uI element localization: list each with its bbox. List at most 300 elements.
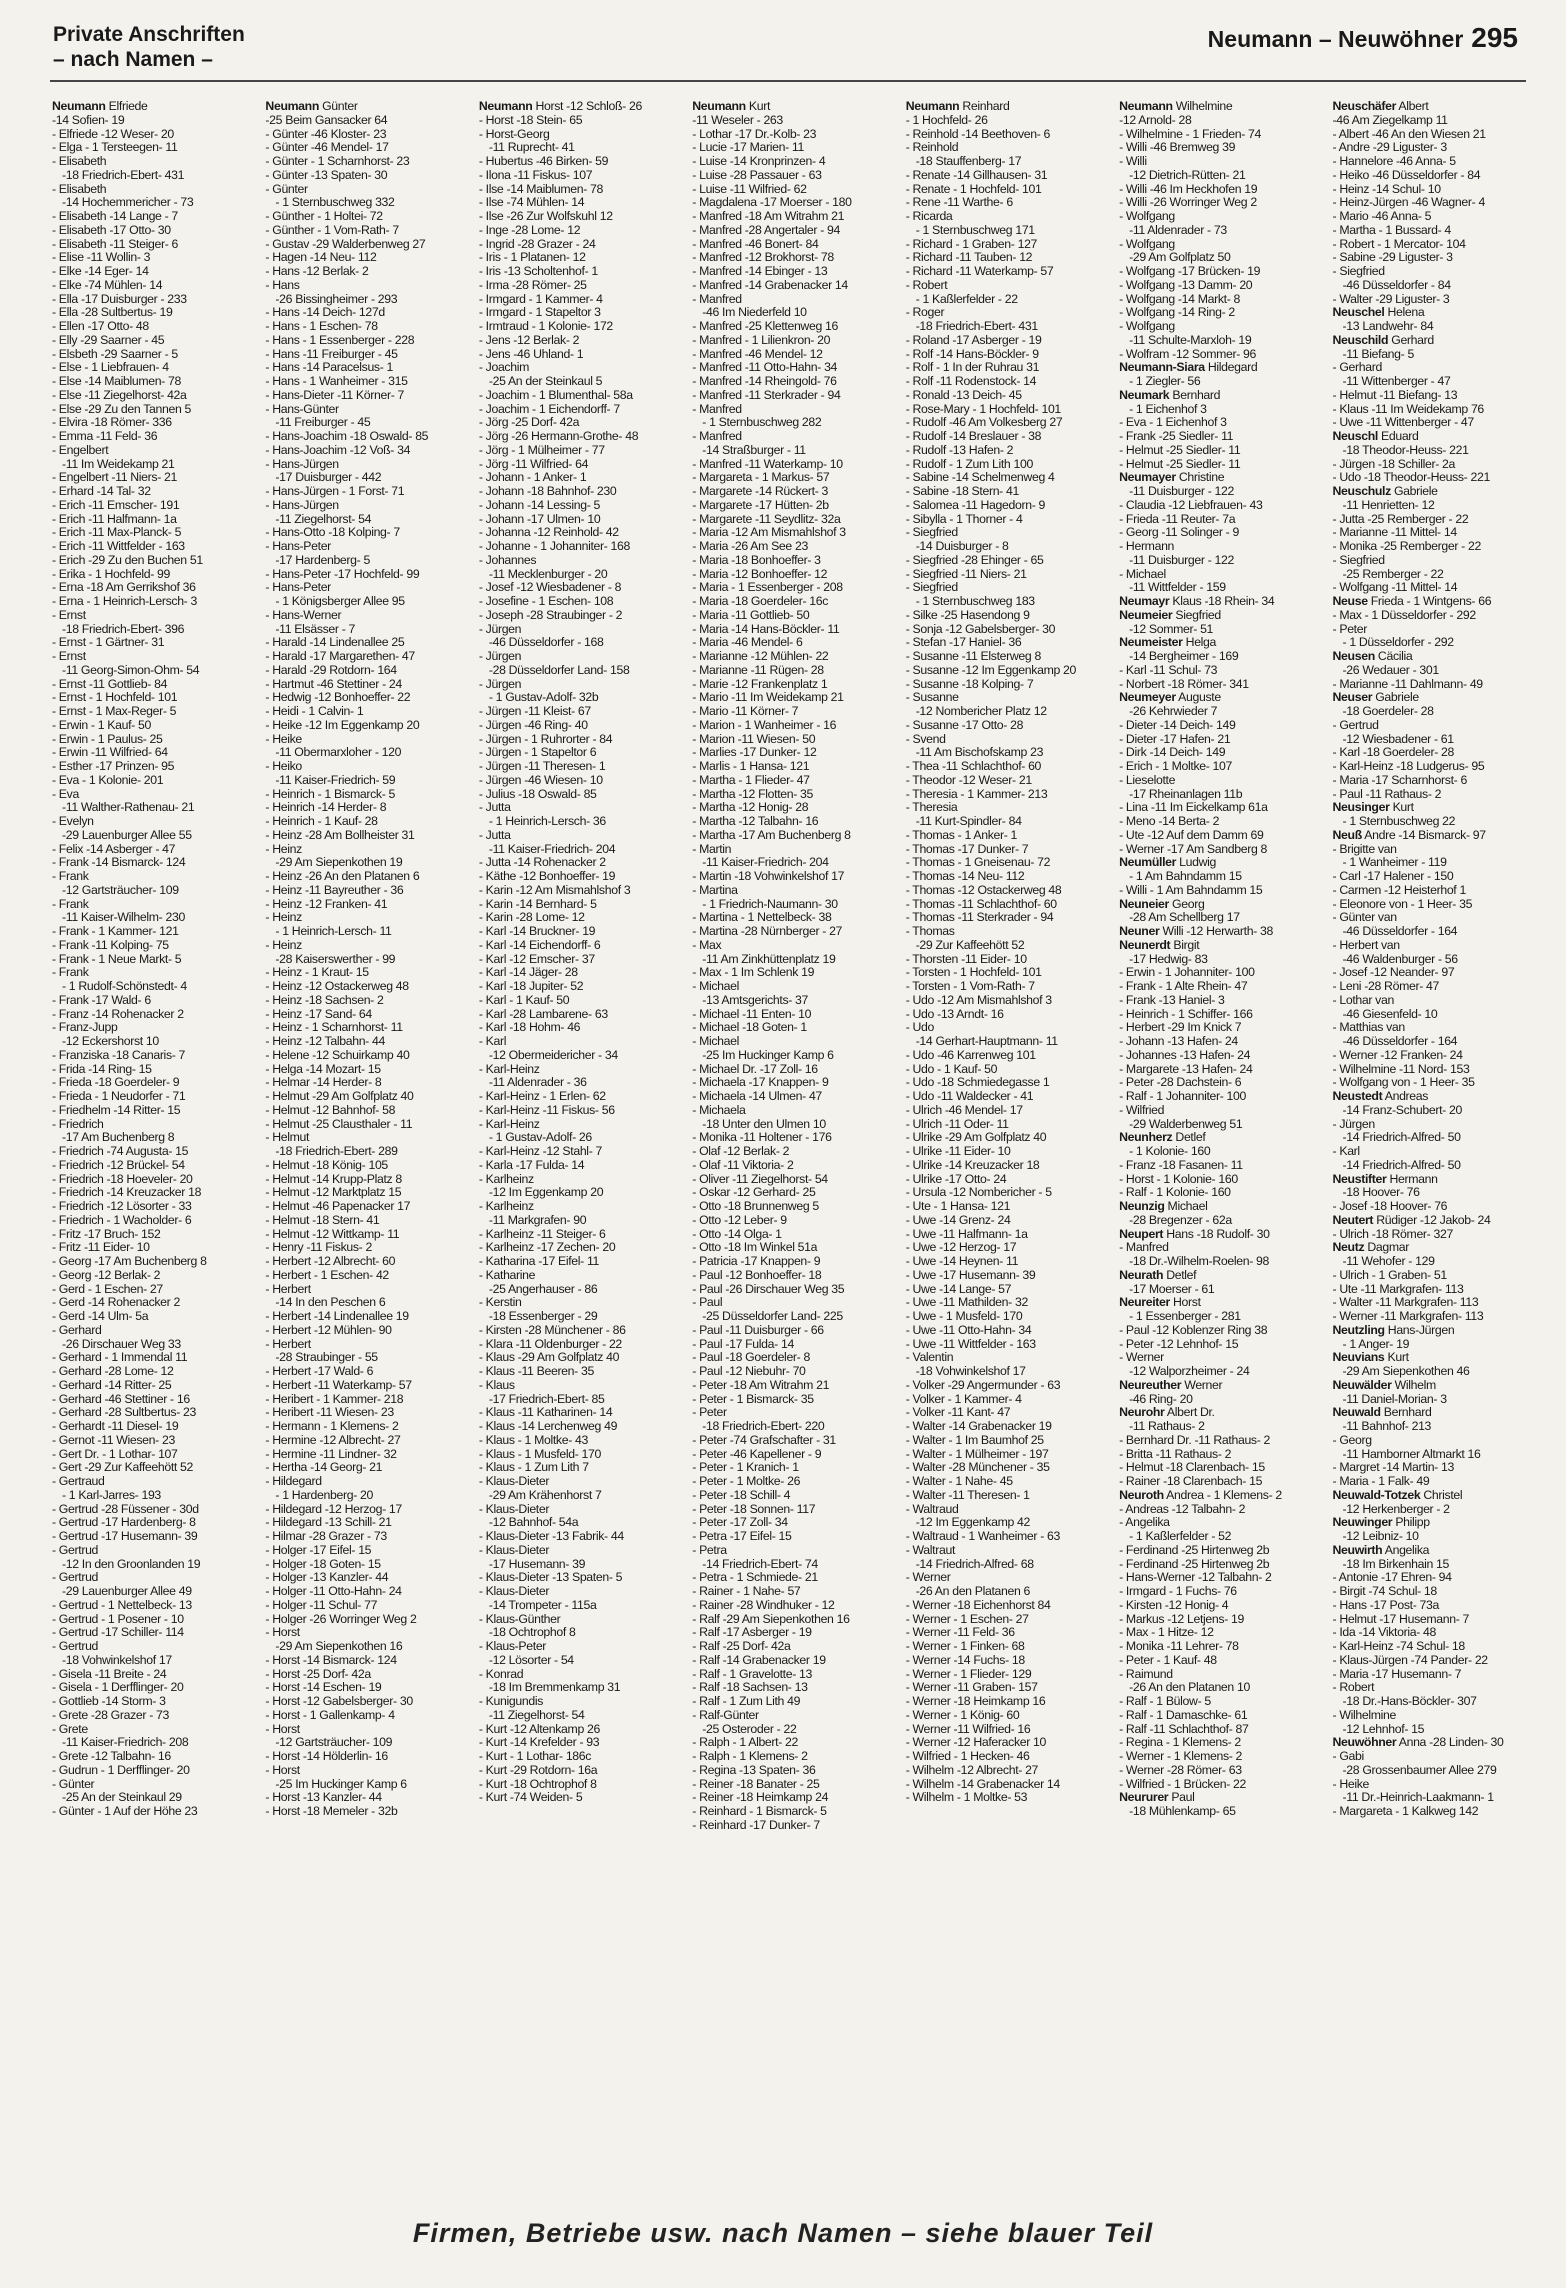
listing-entry: - Frank [52, 966, 89, 980]
listing-entry [1333, 1214, 1532, 1228]
listing-entry: - Jürgen -46 Wiesen- 10 [478, 773, 603, 787]
listing-entry: - Maria - 1 Essenberger - 208 [692, 581, 843, 595]
listing-entry: - Thomas - 1 Anker- 1 [905, 828, 1018, 842]
surname-heading: Neuse [1332, 595, 1368, 608]
surname-heading: Neumann [1119, 100, 1173, 113]
listing-entry: -11 Freiburger - 45 [275, 416, 371, 430]
listing-entry: - Petra -17 Eifel- 15 [692, 1530, 792, 1543]
listing-entry: - Kerstin [478, 1296, 522, 1310]
surname-heading: Neuschäfer [1332, 100, 1397, 113]
listing-entry: -11 Ruprecht- 41 [488, 141, 575, 155]
listing-entry: - Holger -26 Worringer Weg 2 [265, 1612, 417, 1626]
listing-entry: - Rudolf -14 Breslauer - 38 [905, 430, 1042, 443]
listing-entry: - Klaus -11 Im Weidekamp 76 [1332, 402, 1484, 416]
listing-entry: - Horst -14 Hölderlin- 16 [265, 1750, 388, 1763]
listing-entry: - Helmut [265, 1131, 310, 1145]
surname-heading: Neuwald [1332, 1406, 1381, 1420]
surname-heading: Neumark [1119, 388, 1170, 402]
listing-entry: - Karl -18 Goerdeler- 28 [1332, 746, 1454, 760]
listing-entry: -11 Obermarxloher - 120 [275, 746, 402, 760]
listing-entry: - Wilhelmine [1332, 1708, 1396, 1722]
listing-entry: - Peter -18 Am Witrahm 21 [692, 1378, 830, 1392]
listing-entry: -14 Friedrich-Ebert- 74 [702, 1557, 818, 1571]
listing-entry: -18 Theodor-Heuss- 221 [1342, 443, 1469, 457]
listing-entry: - Siegfried -11 Niers- 21 [905, 567, 1027, 581]
listing-column-5 [906, 100, 1105, 2215]
listing-entry: - Günter -46 Mendel- 17 [265, 141, 389, 155]
listing-entry: - Manfred - 1 Lilienkron- 20 [692, 333, 831, 347]
listing-entry: -18 Friedrich-Ebert- 220 [702, 1420, 825, 1433]
listing-entry: - Paul -12 Koblenzer Ring 38 [1119, 1323, 1268, 1337]
entry-text: Michael [1164, 1200, 1208, 1213]
listing-entry: - Kunigundis [478, 1695, 544, 1708]
listing-entry: - Sonja -12 Gabelsberger- 30 [905, 622, 1056, 636]
surname-heading: Neunzig [1119, 1200, 1165, 1213]
entry-text: Wilhelmine [1172, 100, 1233, 113]
listing-entry: - Johann -17 Ulmen- 10 [478, 512, 601, 526]
listing-entry [1333, 1544, 1532, 1558]
listing-entry: - Herbert -12 Albrecht- 60 [265, 1255, 396, 1268]
entry-text: Frieda - 1 Wintgens- 66 [1367, 595, 1492, 608]
listing-entry: - Peter -12 Lehnhof- 15 [1119, 1337, 1239, 1351]
listing-entry: -18 Essenberger - 29 [488, 1310, 598, 1323]
listing-entry: - Gerhard -46 Stettiner - 16 [52, 1392, 190, 1406]
listing-entry: - Walter -11 Theresen- 1 [905, 1488, 1030, 1502]
listing-entry: - Dieter -14 Deich- 149 [1119, 718, 1236, 732]
listing-entry: - Sibylla - 1 Thorner - 4 [905, 512, 1023, 526]
listing-entry: -25 Angerhauser - 86 [488, 1282, 598, 1296]
listing-entry: - Günther - 1 Vom-Rath- 7 [265, 223, 399, 237]
listing-entry: - Karlheinz -17 Zechen- 20 [478, 1241, 616, 1255]
listing-entry [1333, 1173, 1532, 1187]
listing-entry: - 1 Sternbuschweg 282 [702, 416, 822, 430]
listing-entry: - Ernst - 1 Gärtner- 31 [52, 636, 165, 650]
listing-entry: - Peter -46 Kapellener - 9 [692, 1447, 822, 1461]
listing-entry: - Frank -17 Wald- 6 [52, 993, 151, 1007]
listing-entry [1333, 1379, 1532, 1393]
listing-entry: - Erich -11 Halfmann- 1a [52, 512, 177, 526]
listing-entry: - Lothar -17 Dr.-Kolb- 23 [692, 127, 817, 141]
listing-entry: -26 Bissingheimer - 293 [275, 292, 398, 306]
name-range: Neumann – Neuwöhner [1207, 26, 1464, 52]
listing-entry: - Heinz -12 Franken- 41 [265, 897, 388, 911]
listing-entry: - Lieselotte [1119, 773, 1176, 787]
listing-entry: - Gertrud -17 Husemann- 39 [52, 1530, 198, 1543]
listing-entry: -11 Aldenrader - 36 [488, 1076, 587, 1090]
listing-entry: - Raimund [1119, 1667, 1173, 1681]
listing-entry: - Holger -11 Otto-Hahn- 24 [265, 1585, 402, 1598]
listing-entry: - Gerd -14 Rohenacker 2 [52, 1296, 180, 1310]
listing-entry: - Elisabeth -14 Lange - 7 [52, 210, 178, 223]
listing-entry: - Theodor -12 Weser- 21 [905, 773, 1032, 787]
listing-entry: - Peter -17 Zoll- 34 [692, 1516, 788, 1530]
listing-entry: -12 Obermeidericher - 34 [488, 1048, 618, 1062]
listing-entry: - Regina -13 Spaten- 36 [692, 1763, 816, 1777]
listing-entry: - Ralf -14 Grabenacker 19 [692, 1653, 826, 1667]
listing-entry: -11 Mecklenburger - 20 [488, 567, 608, 581]
listing-entry: - Maria -14 Hans-Böckler- 11 [692, 622, 840, 636]
listing-entry: - Ulrike -29 Am Golfplatz 40 [905, 1131, 1047, 1145]
entry-text: Bernhard [1169, 388, 1221, 402]
listing-entry: - Horst -18 Memeler - 32b [265, 1805, 398, 1818]
listing-entry: - Jürgen -18 Schiller- 2a [1332, 457, 1456, 471]
listing-entry: -28 Bregenzer - 62a [1129, 1213, 1232, 1227]
listing-entry: - Siegfried [905, 526, 958, 540]
listing-entry: - Peter - 1 Kranich- 1 [692, 1461, 799, 1475]
entry-text: Gabriele [1372, 691, 1419, 705]
listing-entry: - Monika -11 Holtener - 176 [692, 1131, 832, 1145]
listing-entry: -11 Weseler - 263 [692, 113, 783, 127]
listing-entry: - Maria - 1 Falk- 49 [1332, 1475, 1430, 1488]
listing-entry [479, 100, 678, 114]
listing-entry: - Engelbert [52, 443, 109, 457]
listing-entry: - Karl-Heinz - 1 Erlen- 62 [478, 1090, 606, 1103]
page-number: 295 [1471, 22, 1518, 53]
listing-entry: - Ilse -74 Mühlen- 14 [478, 196, 585, 210]
listing-entry: - Friedrich -74 Augusta- 15 [52, 1145, 189, 1158]
listing-entry: - Hans - 1 Eschen- 78 [265, 320, 378, 333]
listing-entry: -11 Biefang- 5 [1342, 347, 1414, 361]
surname-heading: Neumayr [1119, 595, 1170, 608]
listing-entry: - Georg [1332, 1433, 1372, 1447]
listing-entry: - Michael [1119, 567, 1166, 581]
listing-entry: - Jürgen -11 Kleist- 67 [478, 705, 591, 718]
listing-entry: - Wolfgang -17 Brücken- 19 [1119, 265, 1261, 278]
listing-entry: - Heike [265, 732, 302, 746]
surname-heading: Neumann [692, 100, 746, 113]
entry-text: Willi -12 Herwarth- 38 [1159, 925, 1273, 938]
listing-entry: - Friedrich [52, 1117, 104, 1131]
listing-entry: - Jutta -25 Remberger - 22 [1332, 512, 1469, 526]
listing-entry: - Klaus-Peter [478, 1640, 547, 1653]
listing-entry: - Helmut -18 Clarenbach- 15 [1119, 1461, 1265, 1475]
listing-entry: - Willi -46 Bremweg 39 [1119, 141, 1236, 155]
listing-entry: - Michael [692, 980, 739, 993]
entry-text: Cäcilia [1374, 650, 1413, 663]
listing-entry: - Michael [692, 1035, 739, 1048]
listing-entry: -12 Nombericher Platz 12 [915, 705, 1047, 718]
listing-entry: - Harald -29 Rotdorn- 164 [265, 663, 397, 677]
listing-entry: - Margareta - 1 Kalkweg 142 [1332, 1805, 1479, 1818]
listing-entry: - Johannes -13 Hafen- 24 [1119, 1048, 1251, 1062]
listing-entry: - Elly -29 Saarner - 45 [52, 333, 165, 347]
listing-entry: - Hans-Günter [265, 402, 339, 416]
listing-entry: - Horst -14 Eschen- 19 [265, 1681, 382, 1695]
listing-entry: - Karl -28 Lambarene- 63 [478, 1007, 608, 1021]
listing-entry: - Hans - 1 Wanheimer - 315 [265, 375, 408, 388]
listing-entry: -26 Dirschauer Weg 33 [62, 1337, 181, 1351]
listing-entry: - Johann -18 Bahnhof- 230 [478, 485, 617, 498]
listing-entry [1333, 1406, 1532, 1420]
listing-entry: - Ralf -29 Am Siepenkothen 16 [692, 1612, 850, 1626]
listing-entry: -12 Leibniz- 10 [1342, 1530, 1419, 1543]
listing-entry: - Gertrud -17 Schiller- 114 [52, 1626, 184, 1640]
listing-entry: - Paul -18 Goerdeler- 8 [692, 1351, 810, 1365]
listing-column-3 [479, 100, 678, 2215]
listing-entry: - Hedwig -12 Bonhoeffer- 22 [265, 691, 411, 705]
listing-entry: -11 Kaiser-Friedrich- 59 [275, 773, 396, 787]
listing-entry: -25 An der Steinkaul 5 [488, 375, 603, 388]
listing-entry: - Reiner -18 Banater - 25 [692, 1777, 820, 1791]
listing-entry: - Hans -14 Deich- 127d [265, 306, 385, 320]
listing-entry: - Ulrich -46 Mendel- 17 [905, 1103, 1023, 1117]
listing-entry: - Elke -14 Eger- 14 [52, 265, 149, 278]
listing-entry: - Bernhard Dr. -11 Rathaus- 2 [1119, 1433, 1271, 1447]
listing-entry: - Irmtraud - 1 Kolonie- 172 [478, 320, 613, 333]
entry-text: Horst -12 Schloß- 26 [532, 100, 642, 113]
listing-entry [1119, 1296, 1318, 1310]
listing-entry: - Günter van [1332, 911, 1397, 925]
entry-text: Rüdiger -12 Jakob- 24 [1373, 1213, 1491, 1227]
listing-entry: - Maria -17 Husemann- 7 [1332, 1667, 1462, 1681]
listing-entry: - Ralf -18 Sachsen- 13 [692, 1681, 808, 1695]
listing-entry: - Horst - 1 Kolonie- 160 [1119, 1172, 1238, 1186]
listing-entry: - Grete -28 Grazer - 73 [52, 1708, 170, 1722]
listing-entry: - Paul -17 Fulda- 14 [692, 1337, 794, 1351]
listing-entry: -11 Walther-Rathenau- 21 [62, 801, 195, 815]
listing-column-6 [1119, 100, 1318, 2215]
listing-entry: - Heinrich - 1 Bismarck- 5 [265, 787, 396, 801]
entry-text: Helga [1182, 636, 1217, 650]
entry-text: Philipp [1392, 1516, 1430, 1530]
listing-entry: - Georg -17 Am Buchenberg 8 [52, 1255, 207, 1268]
listing-entry: - Heidi - 1 Calvin- 1 [265, 705, 364, 718]
listing-entry: - Renate -14 Gillhausen- 31 [905, 168, 1048, 182]
listing-entry: - Frank - 1 Alte Rhein- 47 [1119, 980, 1248, 993]
listing-entry: - Susanne -18 Kolping- 7 [905, 677, 1034, 691]
listing-entry: - Konrad [478, 1667, 524, 1681]
listing-entry: - Volker -29 Angermunder - 63 [905, 1378, 1061, 1392]
listing-entry: -18 Dr.-Wilhelm-Roelen- 98 [1129, 1255, 1269, 1268]
listing-entry: - Ulrike -11 Eider- 10 [905, 1145, 1011, 1158]
listing-entry: - Elise -11 Wollin- 3 [52, 251, 151, 265]
surname-heading: Neureuther [1119, 1378, 1182, 1392]
listing-entry: - Siegfried [905, 581, 958, 595]
listing-entry: - Kurt -74 Weiden- 5 [478, 1791, 583, 1805]
listing-entry: - Manfred [692, 402, 742, 416]
listing-entry: - Josef -12 Wiesbadener - 8 [478, 581, 622, 595]
listing-entry: - Martha -12 Flotten- 35 [692, 787, 814, 801]
listing-entry: - Maria -18 Bonhoeffer- 3 [692, 553, 821, 567]
listing-entry: - Peter -74 Grafschafter - 31 [692, 1433, 836, 1447]
listing-entry: - Helmut -46 Papenacker 17 [265, 1200, 411, 1213]
listing-entry: - Karl -14 Jäger- 28 [478, 966, 578, 980]
listing-entry: - Luise -14 Kronprinzen- 4 [692, 155, 826, 168]
listing-entry: - 1 Am Bahndamm 15 [1129, 870, 1242, 883]
surname-heading: Neustifter [1332, 1172, 1387, 1186]
listing-entry: - Jörg -25 Dorf- 42a [478, 416, 580, 430]
listing-entry: - Klara -11 Oldenburger - 22 [478, 1337, 622, 1351]
listing-entry: - Irmgard - 1 Fuchs- 76 [1119, 1585, 1237, 1598]
listing-entry: -11 Georg-Simon-Ohm- 54 [62, 663, 200, 677]
listing-entry: - Karl [478, 1035, 507, 1048]
listing-entry: - Hildegard -12 Herzog- 17 [265, 1502, 402, 1516]
listing-entry: - Eva [52, 787, 79, 801]
listing-entry: - Hartmut -46 Stettiner - 24 [265, 677, 402, 691]
listing-entry: - Gerd - 1 Eschen- 27 [52, 1282, 163, 1296]
listing-entry: - Holger -18 Goten- 15 [265, 1557, 381, 1571]
listing-entry: - Gernot -11 Wiesen- 23 [52, 1433, 175, 1447]
listing-entry: - Martina - 1 Nettelbeck- 38 [692, 911, 832, 925]
listing-entry [1119, 925, 1318, 939]
listing-entry: - Roger [905, 306, 945, 320]
listing-entry: - Manfred -14 Rheingold- 76 [692, 375, 837, 388]
listing-entry: - Elisabeth [52, 155, 107, 168]
listing-entry: - Siegfried [1332, 553, 1385, 567]
listing-entry: - Walter -11 Markgrafen- 113 [1332, 1296, 1479, 1310]
listing-entry: - Werner [1119, 1351, 1164, 1365]
listing-entry: - Klaus-Günther [478, 1612, 561, 1626]
listing-entry: - Michael -11 Enten- 10 [692, 1007, 812, 1021]
listing-entry: - Udo -13 Arndt- 16 [905, 1007, 1004, 1021]
surname-heading: Neusen [1332, 650, 1375, 663]
listing-entry: - Ella -28 Sultbertus- 19 [52, 306, 173, 320]
listing-entry: - Heinz [265, 911, 302, 925]
listing-entry: -11 Hamborner Altmarkt 16 [1342, 1447, 1481, 1461]
listing-entry: -29 Am Golfplatz 50 [1129, 251, 1231, 265]
listing-entry: - Lina -11 Im Eickelkamp 61a [1119, 801, 1268, 815]
listing-entry: - 1 Hardenberg- 20 [275, 1488, 374, 1502]
listing-entry: - Heinrich -14 Herder- 8 [265, 801, 387, 815]
listing-entry: - Esther -17 Prinzen- 95 [52, 760, 175, 773]
surname-heading: Neumann [905, 100, 960, 113]
surname-heading: Neunerdt [1119, 938, 1171, 952]
listing-entry: - Rainer -28 Windhuker - 12 [692, 1598, 835, 1612]
listing-entry: -29 Am Siepenkothen 16 [275, 1640, 403, 1653]
listing-entry: -11 Wittfelder - 159 [1129, 581, 1226, 595]
listing-entry: - Karl -18 Hohm- 46 [478, 1021, 581, 1035]
surname-heading: Neuschel [1332, 306, 1385, 320]
listing-entry: - Erich -11 Wittfelder - 163 [52, 540, 185, 553]
listing-entry: - 1 Sternbuschweg 171 [915, 223, 1035, 237]
listing-entry: - Johann -13 Hafen- 24 [1119, 1035, 1238, 1048]
listing-entry: - Herbert [265, 1282, 311, 1296]
listing-entry: - Grete -12 Talbahn- 16 [52, 1750, 171, 1763]
listing-entry: - Wolfgang -14 Markt- 8 [1119, 292, 1240, 306]
listing-entry: - Helmut -12 Wittkamp- 11 [265, 1227, 400, 1241]
listing-entry: - Jutta [478, 801, 511, 815]
listing-entry: - Martha -12 Honig- 28 [692, 801, 809, 815]
listing-entry: - Uwe -11 Halfmann- 1a [905, 1227, 1028, 1241]
listing-entry: - Werner - 1 König- 60 [905, 1708, 1020, 1722]
listing-entry: - 1 Heinrich-Lersch- 11 [275, 925, 392, 938]
listing-entry: - Wilhelmine -11 Nord- 153 [1332, 1062, 1470, 1076]
listing-entry: - Robert - 1 Mercator- 104 [1332, 237, 1466, 251]
listing-entry: -25 An der Steinkaul 29 [62, 1791, 182, 1805]
listing-entry: - Else -14 Maiblumen- 78 [52, 375, 181, 388]
listing-entry [1119, 691, 1318, 705]
listing-entry: -12 Im Eggenkamp 42 [915, 1516, 1031, 1530]
surname-heading: Neunherz [1119, 1131, 1173, 1145]
listing-entry: - Birgit -74 Schul- 18 [1332, 1585, 1437, 1598]
listing-entry: -29 Lauenburger Allee 55 [62, 828, 192, 842]
listing-entry: - Uwe -17 Husemann- 39 [905, 1268, 1036, 1282]
listing-entry: -13 Landwehr- 84 [1342, 320, 1434, 333]
listing-entry: - Klaus [478, 1378, 515, 1392]
listing-entry: - Rudolf -46 Am Volkesberg 27 [905, 416, 1063, 430]
surname-heading: Neuvians [1332, 1351, 1385, 1365]
listing-entry: - Helga -14 Mozart- 15 [265, 1062, 381, 1076]
listing-entry: - Max [692, 938, 722, 952]
listing-entry: - Manfred -18 Am Witrahm 21 [692, 210, 845, 223]
listing-entry [1333, 1090, 1532, 1104]
listing-entry: -46 Düsseldorfer - 168 [488, 636, 604, 650]
listing-entry: - Emma -11 Feld- 36 [52, 430, 158, 443]
listing-entry: - Jens -12 Berlak- 2 [478, 333, 580, 347]
listing-entry: - Erna -18 Am Gerrikshof 36 [52, 581, 196, 595]
header-rule [50, 80, 1526, 82]
listing-entry: - Horst [265, 1722, 300, 1736]
listing-entry: - Erwin -11 Wilfried- 64 [52, 746, 168, 760]
listing-entry: -17 Am Buchenberg 8 [62, 1131, 175, 1145]
listing-entry: - Manfred -46 Mendel- 12 [692, 347, 823, 361]
surname-heading: Neuß [1332, 828, 1362, 842]
listing-entry [692, 100, 891, 114]
listing-entry: - Jörg -11 Wilfried- 64 [478, 457, 589, 471]
listing-entry: -25 Osteroder - 22 [702, 1722, 797, 1736]
listing-entry: - Hans-Peter -17 Hochfeld- 99 [265, 567, 420, 581]
listing-entry: - Carl -17 Halener - 150 [1332, 870, 1454, 883]
listing-entry: - Olaf -12 Berlak- 2 [692, 1145, 790, 1158]
listing-entry: - Max - 1 Düsseldorfer - 292 [1332, 608, 1476, 622]
listing-entry: - Herbert -29 Im Knick 7 [1119, 1021, 1242, 1035]
listing-entry: - Helmut -18 Stern- 41 [265, 1213, 380, 1227]
listing-entry: - Hertha -14 Georg- 21 [265, 1461, 383, 1475]
listing-entry: - Uwe -14 Lange- 57 [905, 1282, 1012, 1296]
listing-entry: - Heinz -26 An den Platanen 6 [265, 870, 420, 883]
listing-entry: - Michaela [692, 1103, 746, 1117]
entry-text: Christine [1175, 471, 1225, 485]
listing-entry: - Karl -18 Jupiter- 52 [478, 980, 584, 993]
listing-entry: - Karl [1332, 1145, 1360, 1158]
listing-entry: - Kurt -29 Rotdorn- 16a [478, 1763, 598, 1777]
listing-entry: - Willi -46 Im Heckhofen 19 [1119, 182, 1258, 196]
listing-entry: - Otto -14 Olga- 1 [692, 1227, 782, 1241]
surname-heading: Neuneier [1119, 897, 1169, 911]
listing-entry: - Herbert [265, 1337, 311, 1351]
listing-entry: - Engelbert -11 Niers- 21 [52, 471, 177, 485]
surname-heading: Neumeyer [1119, 691, 1176, 705]
surname-heading: Neumann [265, 100, 319, 113]
listing-entry: - 1 Essenberger - 281 [1129, 1310, 1241, 1323]
listing-entry: - Manfred -11 Otto-Hahn- 34 [692, 361, 838, 375]
listing-entry: - Heinz -12 Talbahn- 44 [265, 1035, 385, 1048]
listing-entry: - 1 Königsberger Allee 95 [275, 595, 405, 608]
surname-heading: Neuwirth [1332, 1543, 1383, 1557]
listing-entry: - Gerhard - 1 Immendal 11 [52, 1351, 188, 1365]
listing-entry: - Karl-Heinz -12 Stahl- 7 [478, 1145, 602, 1158]
listing-entry: - Walter - 1 Nahe- 45 [905, 1475, 1013, 1488]
listing-entry: - Josef -12 Neander- 97 [1332, 966, 1455, 980]
listing-entry: - 1 Sternbuschweg 332 [275, 196, 395, 210]
listing-entry: - Gert Dr. - 1 Lothar- 107 [52, 1447, 178, 1461]
listing-entry: - Ursula -12 Nombericher - 5 [905, 1186, 1052, 1200]
listing-column-4 [692, 100, 891, 2215]
listing-entry [1119, 389, 1318, 403]
listing-entry: - Friedrich -14 Kreuzacker 18 [52, 1186, 202, 1200]
listing-entry: - Franz -14 Rohenacker 2 [52, 1007, 184, 1021]
listing-entry [1119, 1131, 1318, 1145]
listing-entry: - Friedhelm -14 Ritter- 15 [52, 1103, 181, 1117]
listing-entry: - Erich -11 Max-Planck- 5 [52, 526, 182, 540]
listing-entry: - Herbert -14 Lindenallee 19 [265, 1310, 409, 1323]
listing-entry: - Margarete -13 Hafen- 24 [1119, 1062, 1253, 1076]
listing-entry: - Werner [905, 1571, 951, 1585]
listing-entry: - Erna - 1 Heinrich-Lersch- 3 [52, 595, 197, 608]
listing-entry: - Günter [265, 182, 308, 196]
listing-entry: - Hans-Otto -18 Kolping- 7 [265, 526, 400, 540]
section-title-line1: Private Anschriften [53, 23, 245, 46]
